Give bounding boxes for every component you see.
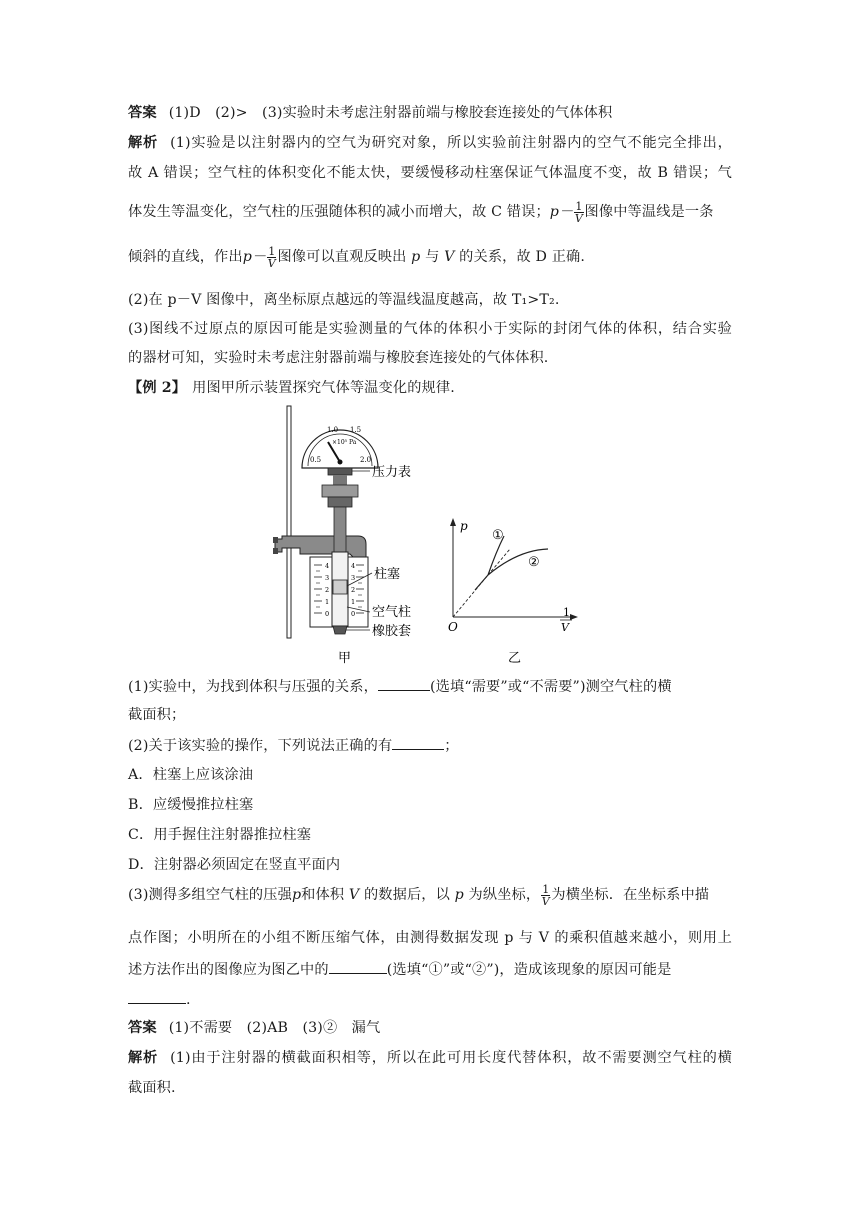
experiment-figure — [270, 402, 590, 664]
scale-tick: 3 — [351, 574, 356, 582]
answer-label: 答案 — [128, 1020, 157, 1036]
curve-1 — [475, 536, 504, 590]
gauge-tick: 1.5 — [350, 426, 362, 434]
scale-tick: 3 — [325, 574, 330, 582]
answer-blank[interactable] — [392, 735, 444, 750]
analysis-line-1: 解析 (1)实验是以注射器内的空气为研究对象，所以实验前注射器内的空气不能完全排出， — [128, 135, 732, 151]
air-column-label: 空气柱 — [372, 605, 412, 620]
question-3-line-3: 述方法作出的图像应为图乙中的 (选填“①”或“②”)，造成该现象的原因可能是 — [128, 959, 732, 980]
scale-tick: 4 — [351, 562, 356, 570]
syringe — [310, 552, 368, 634]
origin-label: O — [448, 620, 458, 634]
answer-label: 答案 — [128, 105, 157, 121]
answer-line-1 — [128, 103, 732, 123]
scale-tick: 4 — [325, 562, 330, 570]
p-axis-label: p — [460, 519, 468, 533]
gauge-tick: 0.5 — [310, 456, 322, 464]
analysis-2-line-1: 解析 (1)由于注射器的横截面积相等，所以在此可用长度代替体积，故不需要测空气柱的横 — [128, 1050, 732, 1066]
question-3-line-2: 点作图；小明所在的小组不断压缩气体，由测得数据发现 p 与 V 的乘积值越来越小，则用上 — [128, 930, 732, 946]
rubber-cap — [333, 626, 347, 634]
analysis-label: 解析 — [128, 1050, 159, 1066]
example-2-heading: 【例 2】 用图甲所示装置探究气体等温变化的规律. — [128, 380, 455, 396]
curve-2-label: ② — [528, 555, 540, 570]
analysis-label: 解析 — [128, 135, 159, 151]
curve-1-label: ① — [492, 528, 504, 543]
question-1-line-2: 截面积； — [128, 707, 186, 723]
fraction-1-over-v: $\frac{1}{V}$ — [574, 199, 583, 225]
analysis-line-3: 体发生等温变化，空气柱的压强随体积的减小而增大，故 C 错误；p－ $\frac{1}{V}$ 图像中等温线是一条 — [128, 199, 714, 225]
analysis-line-2: 故 A 错误；空气柱的体积变化不能太快，要缓慢移动柱塞保证气体温度不变，故 B 错误；气 — [128, 165, 732, 181]
figure-jia-caption: 甲 — [338, 651, 352, 664]
answer-blank[interactable] — [378, 676, 430, 691]
clamp-screw — [273, 548, 278, 554]
analysis-paragraph-3-line-2: 的器材可知，实验时未考虑注射器前端与橡胶套连接处的气体体积. — [128, 350, 549, 366]
scale-tick: 0 — [325, 610, 330, 618]
question-2: (2)关于该实验的操作，下列说法正确的有 ； — [128, 735, 732, 756]
scale-tick: 1 — [351, 598, 356, 606]
answer-line-2 — [128, 1018, 732, 1038]
answer-text: (1)D (2)> (3)实验时未考虑注射器前端与橡胶套连接处的气体体积 — [168, 105, 613, 121]
pressure-gauge — [302, 426, 378, 468]
gauge-label: 压力表 — [372, 465, 412, 480]
scale-tick: 2 — [351, 586, 356, 594]
analysis-paragraph-2: (2)在 p－V 图像中，离坐标原点越远的等温线温度越高，故 T₁>T₂. — [128, 292, 560, 308]
fraction-1-over-v: $\frac{1}{V}$ — [541, 882, 550, 908]
question-1-line-1: (1)实验中，为找到体积与压强的关系， (选填“需要”或“不需要”)测空气柱的横 — [128, 676, 732, 697]
rubber-cap-label: 橡胶套 — [372, 624, 412, 639]
analysis-2-line-2: 截面积. — [128, 1080, 176, 1096]
analysis-line-4: 倾斜的直线，作出p－ $\frac{1}{V}$ 图像可以直观反映出 p 与 V 的关系，故 D 正确. — [128, 244, 586, 270]
option-b: B．应缓慢推拉柱塞 — [128, 797, 254, 813]
scale-tick: 1 — [325, 598, 330, 606]
gauge-unit: ×10⁵ Pa — [332, 439, 357, 446]
plunger-rod — [334, 507, 346, 552]
p-vs-1-over-v-graph — [448, 518, 578, 634]
question-3-line-4: . — [128, 989, 732, 1010]
option-c: C．用手握住注射器推拉柱塞 — [128, 827, 312, 843]
plunger-head — [333, 580, 347, 594]
plunger-label: 柱塞 — [374, 567, 401, 582]
answer-blank[interactable] — [329, 959, 387, 974]
clamp-screw — [273, 537, 278, 543]
question-3-line-1: (3)测得多组空气柱的压强p和体积 V 的数据后，以 p 为纵坐标， $\frac{1}{V}$ 为横坐标．在坐标系中描 — [128, 882, 710, 908]
scale-tick: 2 — [325, 586, 330, 594]
gauge-tick: 1.0 — [327, 426, 339, 434]
fraction-1-over-v: $\frac{1}{V}$ — [267, 244, 276, 270]
scale-tick: 0 — [351, 610, 356, 618]
option-d: D．注射器必须固定在竖直平面内 — [128, 857, 341, 873]
answer-text: (1)不需要 (2)AB (3)② 漏气 — [168, 1020, 381, 1036]
x-axis-label-num: 1 — [563, 606, 570, 619]
analysis-paragraph-3-line-1: (3)图线不过原点的原因可能是实验测量的气体的体积小于实际的封闭气体的体积，结合实验 — [128, 321, 732, 337]
figure-yi-caption: 乙 — [508, 651, 522, 664]
example-label: 【例 2】 — [128, 380, 187, 396]
answer-blank[interactable] — [128, 989, 186, 1004]
option-a: A．柱塞上应该涂油 — [128, 767, 254, 783]
gauge-tick: 2.0 — [360, 456, 372, 464]
x-axis-label-den: V — [561, 621, 569, 634]
stand-rod — [287, 406, 291, 638]
